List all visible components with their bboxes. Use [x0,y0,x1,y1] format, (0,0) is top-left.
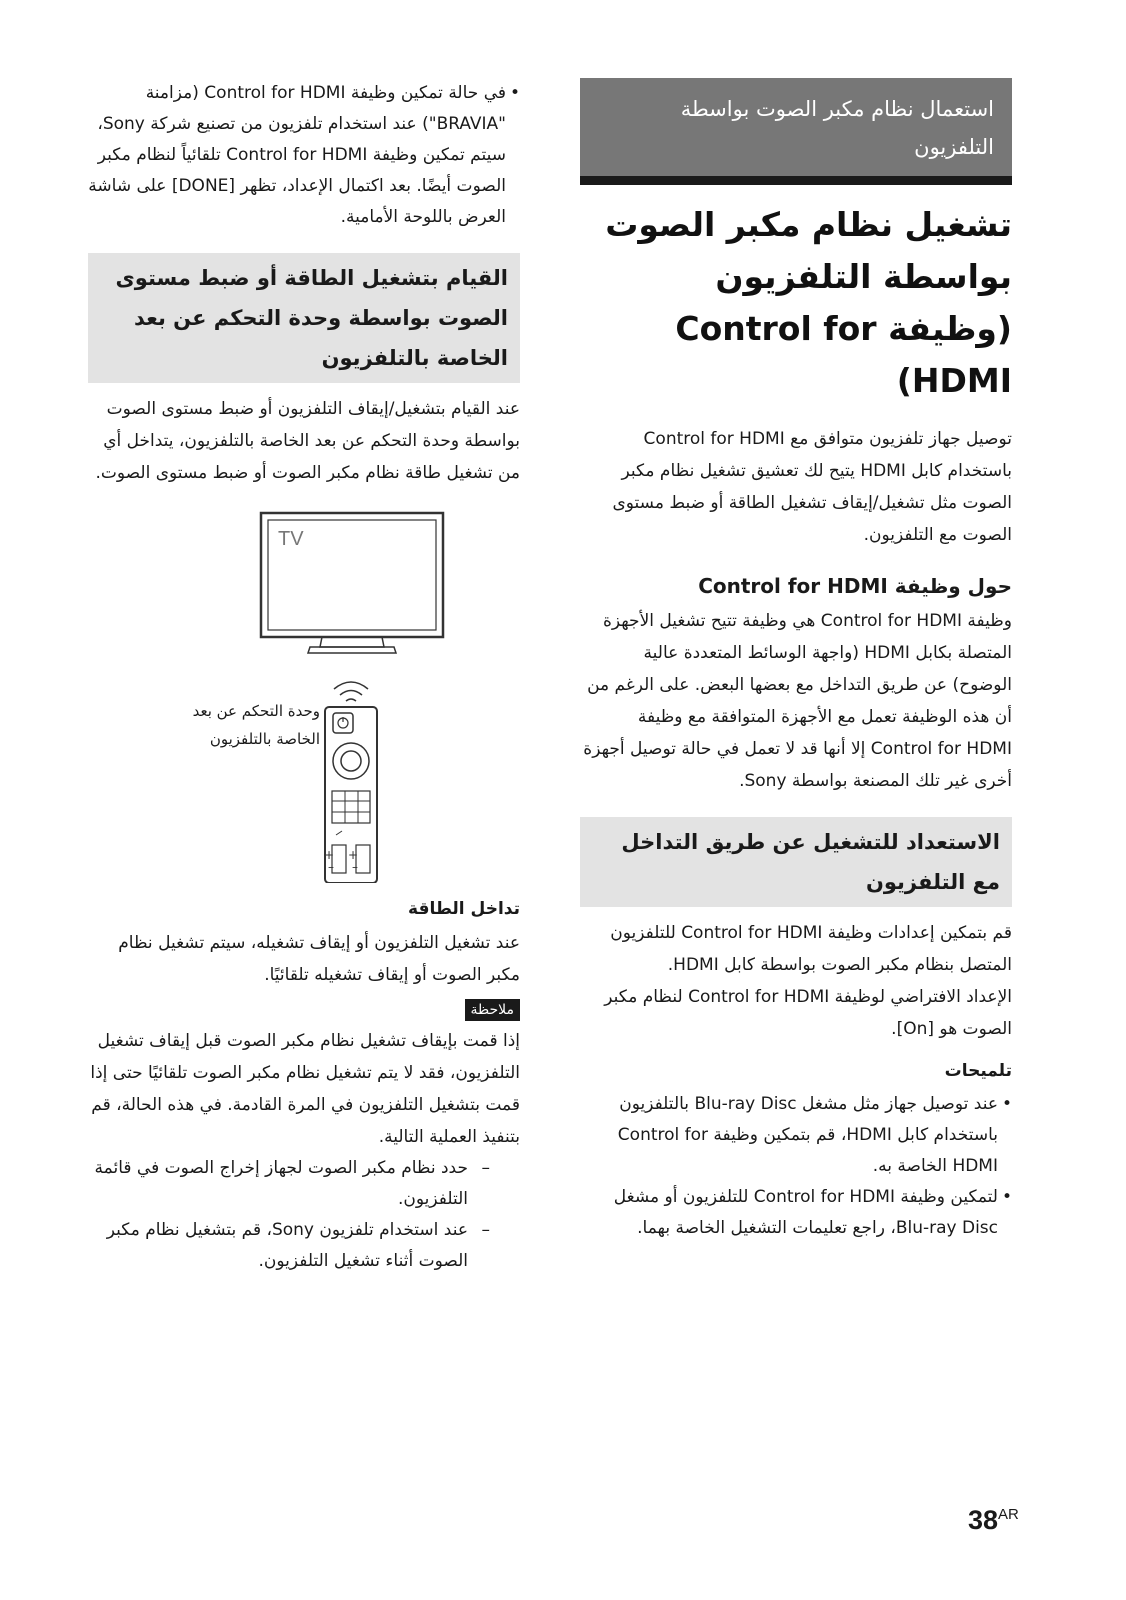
page-title: تشغيل نظام مكبر الصوت بواسطة التلفزيون (وظيفة Control for HDMI) [605,205,1012,400]
power-volume-paragraph: عند القيام بتشغيل/إيقاف التلفزيون أو ضبط مستوى الصوت بواسطة وحدة التحكم عن بعد الخاصة بالتلفزيون، يتداخل أي من تشغيل طاقة نظام مكبر الصوت أو ضبط مستوى الصوت. [95,399,520,483]
power-volume-heading-box: القيام بتشغيل الطاقة أو ضبط مستوى الصوت بواسطة وحدة التحكم عن بعد الخاصة بالتلفزيون [88,253,520,383]
remote-control-icon [324,707,377,883]
svg-text:–: – [328,860,334,874]
hints-list [580,1089,1012,1244]
tv-remote-illustration [88,503,520,883]
svg-text:+: + [347,848,358,862]
left-column [88,78,520,1277]
intro-paragraph: توصيل جهاز تلفزيون متوافق مع Control for HDMI باستخدام كابل HDMI يتيح لك تعشيق تشغيل نظام مكبر الصوت مثل تشغيل/إيقاف تشغيل الطاقة أو ضبط مستوى الصوت مع التلفزيون. [612,429,1012,545]
svg-text:–: – [352,860,358,874]
tv-label: TV [278,528,304,550]
preparation-heading-box: الاستعداد للتشغيل عن طريق التداخل مع التلفزيون [580,817,1012,907]
power-link-heading: تداخل الطاقة [408,899,520,919]
note-paragraph: إذا قمت بإيقاف تشغيل نظام مكبر الصوت قبل إيقاف تشغيل التلفزيون، فقد لا يتم تشغيل نظام مكبر الصوت تلقائيًا حتى إذا قمت بتشغيل التلفزيون في المرة القادمة. في هذه الحالة، قم بتنفيذ العملية التالية. [90,1031,520,1147]
hint-item: • عند توصيل جهاز مثل مشغل Blu-ray Disc بالتلفزيون باستخدام كابل HDMI، قم بتمكين وظيفة Control for HDMI الخاصة به. [580,1089,1012,1182]
section-header-bar: استعمال نظام مكبر الصوت بواسطة التلفزيون [580,78,1012,185]
tv-icon [261,513,443,653]
page-number: $38^{AR}$ [968,1505,1019,1535]
note-step: – حدد نظام مكبر الصوت لجهاز إخراج الصوت في قائمة التلفزيون. [88,1153,490,1215]
about-paragraph: وظيفة Control for HDMI هي وظيفة تتيح تشغيل الأجهزة المتصلة بكابل HDMI (واجهة الوسائط المتعددة عالية الوضوح) عن طريق التداخل مع بعضها البعض. على الرغم من أن هذه الوظيفة تعمل مع الأجهزة المتوافقة مع وظيفة Control for HDMI إلا أنها قد لا تعمل في حالة توصيل أجهزة أخرى غير تلك المصنعة بواسطة Sony. [583,611,1012,791]
about-heading: حول وظيفة Control for HDMI [698,574,1012,598]
note-badge: ملاحظة [465,999,521,1021]
bravia-note-list [88,78,520,233]
wireless-signal-icon [334,682,368,701]
note-steps-list [88,1153,520,1277]
preparation-paragraph-1: قم بتمكين إعدادات وظيفة Control for HDMI للتلفزيون المتصل بنظام مكبر الصوت بواسطة كابل HDMI. [610,923,1012,975]
note-step: – عند استخدام تلفزيون Sony، قم بتشغيل نظام مكبر الصوت أثناء تشغيل التلفزيون. [88,1215,490,1277]
hint-item: • لتمكين وظيفة Control for HDMI للتلفزيون أو مشغل Blu-ray Disc، راجع تعليمات التشغيل الخاصة بهما. [580,1182,1012,1244]
tv-illustration-svg [88,503,520,883]
svg-text:+: + [323,848,334,862]
right-column [580,78,1012,1244]
hints-heading: تلميحات [944,1061,1012,1081]
power-link-paragraph: عند تشغيل التلفزيون أو إيقاف تشغيله، سيتم تشغيل نظام مكبر الصوت أو إيقاف تشغيله تلقائيًا. [118,933,520,985]
remote-caption: وحدة التحكم عن بعد الخاصة بالتلفزيون [192,702,320,748]
preparation-paragraph-2: الإعداد الافتراضي لوظيفة Control for HDMI لنظام مكبر الصوت هو [On]. [604,987,1012,1039]
bravia-note: • في حالة تمكين وظيفة Control for HDMI (مزامنة "BRAVIA") عند استخدام تلفزيون من تصنيع شركة Sony، سيتم تمكين وظيفة Control for HDMI تلقائياً لنظام مكبر الصوت أيضًا. بعد اكتمال الإعداد، تظهر [DONE] على شاشة العرض باللوحة الأمامية. [88,78,520,233]
